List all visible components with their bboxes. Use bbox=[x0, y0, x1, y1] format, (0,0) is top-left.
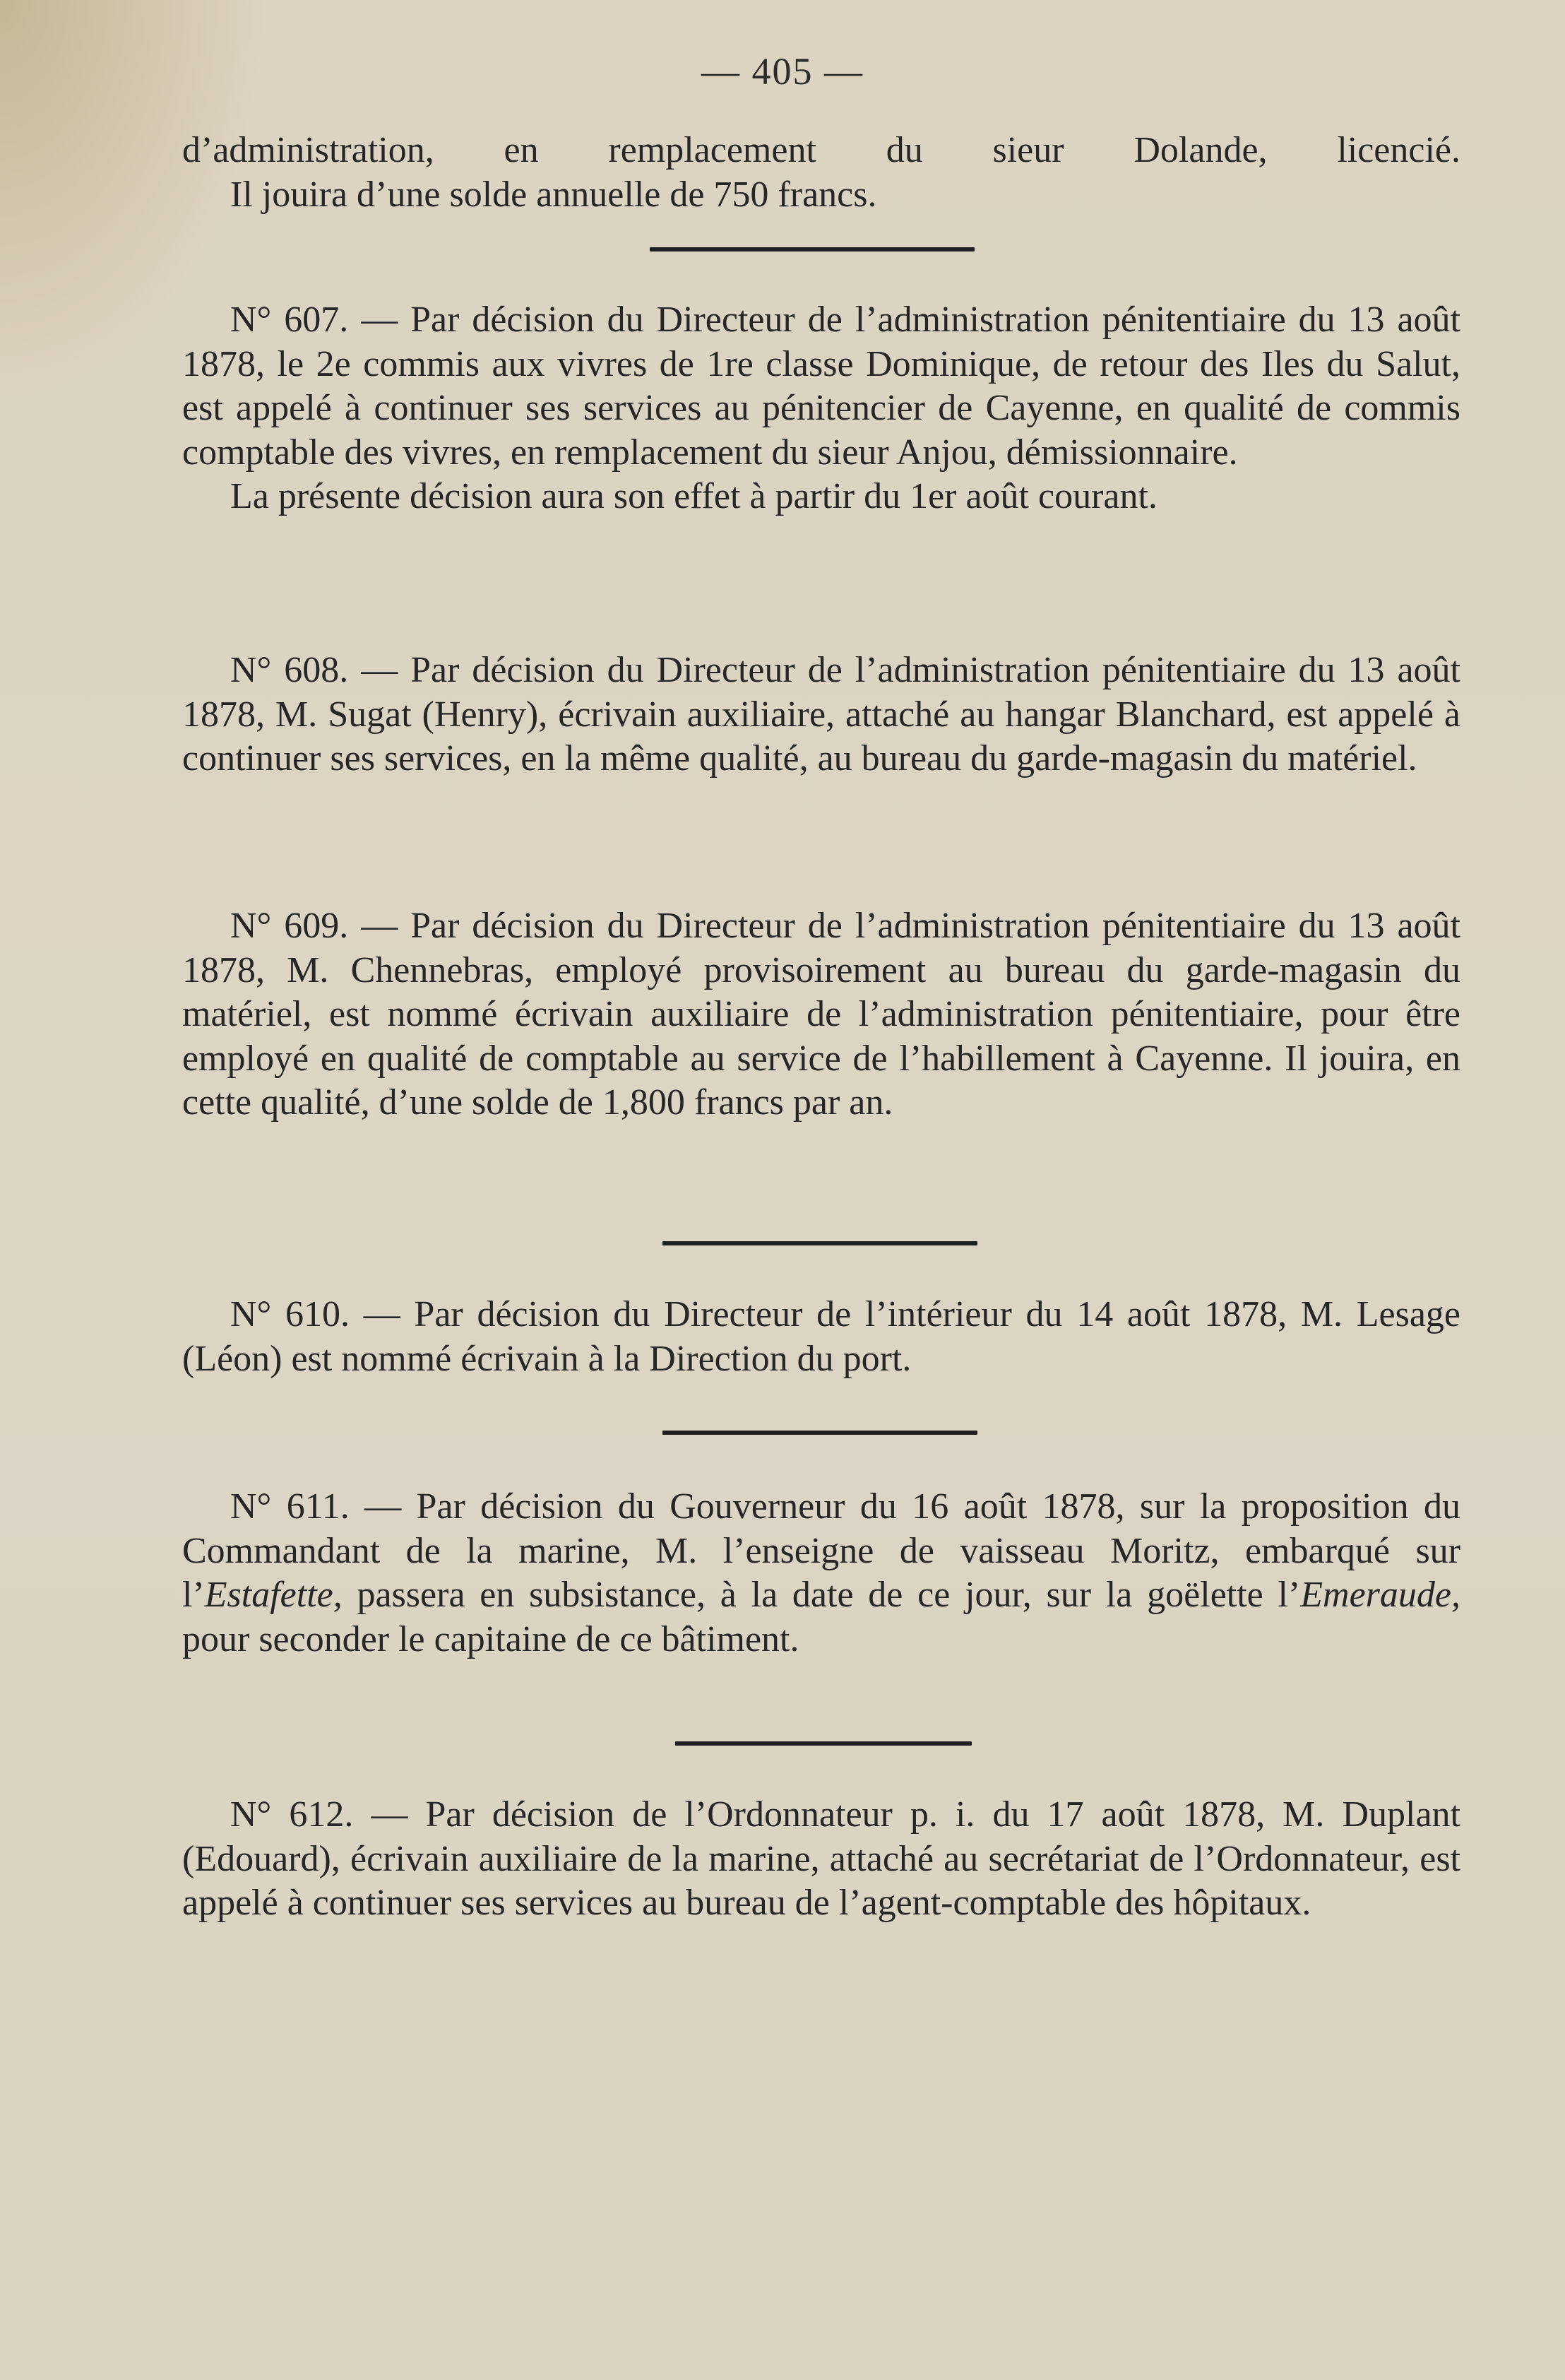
entry-607-effect: La présente décision aura son effet à partir du 1er août courant. bbox=[230, 476, 1158, 517]
entry-612 bbox=[182, 1793, 1460, 1926]
entry-611-part-1: N° 611. — Par décision du Gouverneur du 16 août 1878, sur la proposition du Commandant de la marine, M. l’enseigne de vaisseau Moritz, embarqué sur l’ bbox=[182, 1486, 1460, 1616]
carryover-line-2: Il jouira d’une solde annuelle de 750 francs. bbox=[230, 174, 877, 215]
entry-611 bbox=[182, 1485, 1460, 1662]
entry-608-text: N° 608. — Par décision du Directeur de l’administration pénitentiaire du 13 août 1878, M. Sugat (Henry), écrivain auxiliaire, attaché au hangar Blanchard, est appelé à continuer ses services, en la même qualité, au bureau du garde-magasin du matériel. bbox=[182, 650, 1460, 779]
ship-name-estafette: Estafette, bbox=[204, 1575, 343, 1616]
entry-611-text bbox=[182, 1485, 1460, 1662]
section-divider bbox=[675, 1741, 972, 1746]
entry-607 bbox=[182, 298, 1460, 519]
entry-609-text: N° 609. — Par décision du Directeur de l’administration pénitentiaire du 13 août 1878, M. Chennebras, employé provisoirement au bureau du garde-magasin du matériel, est nommé écrivain auxiliaire de l’administration pénitentiaire, pour être employé en qualité de comptable au service de l’habillement à Cayenne. Il jouira, en cette qualité, d’une solde de 1,800 francs par an. bbox=[182, 906, 1460, 1123]
entry-610 bbox=[182, 1293, 1460, 1381]
entry-612-text: N° 612. — Par décision de l’Ordonnateur p. i. du 17 août 1878, M. Duplant (Edouard), écrivain auxiliaire de la marine, attaché au secrétariat de l’Ordonnateur, est appelé à continuer ses services au bureau de l’agent-comptable des hôpitaux. bbox=[182, 1794, 1460, 1924]
section-divider bbox=[662, 1431, 977, 1435]
entry-607-text: N° 607. — Par décision du Directeur de l’administration pénitentiaire du 13 août 1878, le 2e commis aux vivres de 1re classe Dominique, de retour des Iles du Salut, est appelé à continuer ses services au pénitencier de Cayenne, en qualité de commis comptable des vivres, en remplacement du sieur Anjou, démissionnaire. bbox=[182, 300, 1460, 473]
page-number: — 405 — bbox=[701, 50, 864, 93]
entry-611-part-3: pour seconder le capitaine de ce bâtiment. bbox=[182, 1618, 799, 1659]
entry-609 bbox=[182, 904, 1460, 1125]
carryover-line-1: d’administration, en remplacement du sieur Dolande, licencié. bbox=[182, 130, 1460, 170]
section-divider bbox=[662, 1241, 977, 1245]
entry-611-part-2: passera en subsistance, à la date de ce jour, sur la goëlette l’ bbox=[342, 1575, 1301, 1616]
section-divider bbox=[650, 247, 975, 251]
carryover-paragraph bbox=[182, 129, 1460, 217]
entry-610-text: N° 610. — Par décision du Directeur de l’intérieur du 14 août 1878, M. Lesage (Léon) est nommé écrivain à la Direction du port. bbox=[182, 1294, 1460, 1379]
ship-name-emeraude: Emeraude, bbox=[1300, 1575, 1460, 1616]
entry-608 bbox=[182, 649, 1460, 781]
